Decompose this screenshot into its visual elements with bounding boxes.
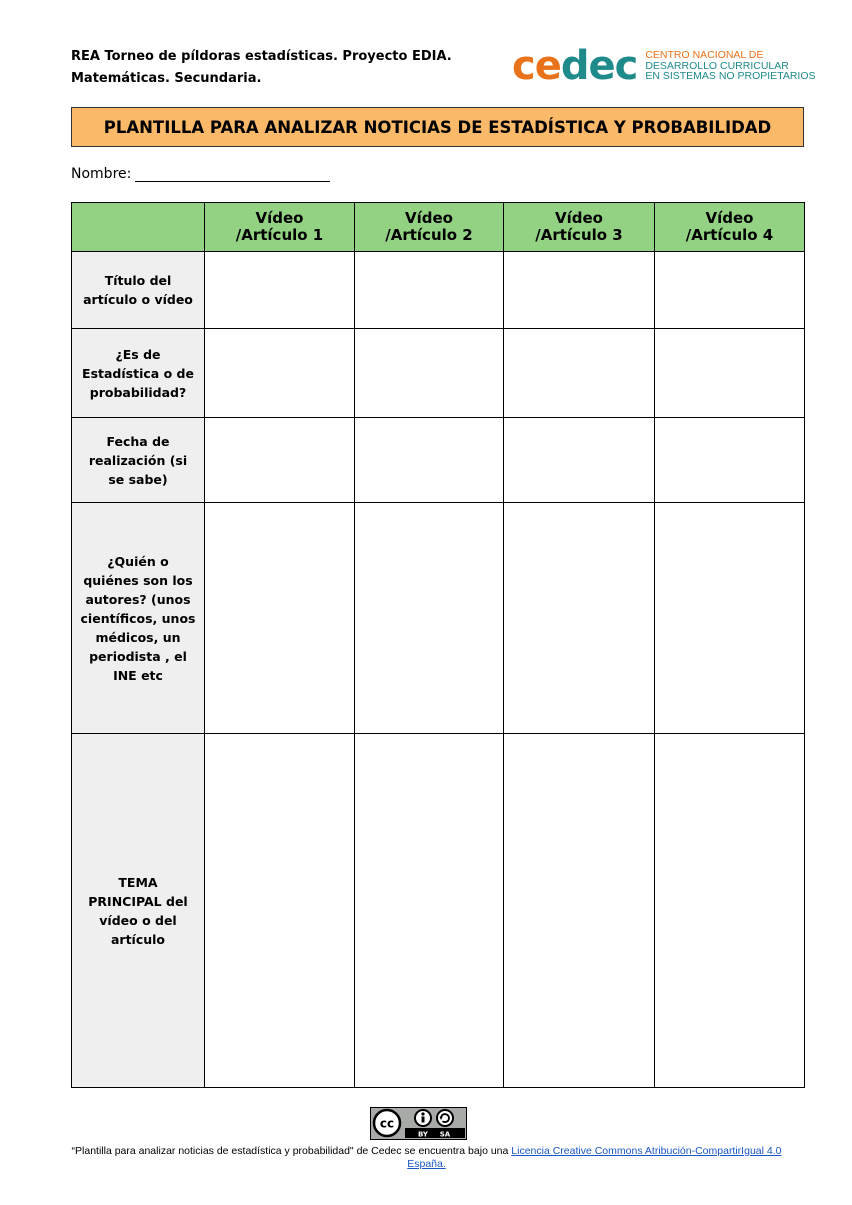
column-header-4: [655, 203, 805, 252]
table-row-tema: [72, 734, 805, 1088]
row-label-titulo: Título del artículo o vídeo: [72, 252, 205, 329]
table-row-tipo: [72, 329, 805, 418]
badge-sa-label: SA: [439, 1130, 451, 1138]
row-label-fecha: Fecha de realización (si se sabe): [72, 418, 205, 503]
table-cell[interactable]: [504, 503, 655, 734]
cc-badge-icon: [371, 1108, 465, 1138]
row-label-autores: ¿Quién o quiénes son los autores? (unos científicos, unos médicos, un periodista , el INE etc: [72, 503, 205, 734]
column-header-1-line-2: /Artículo 1: [235, 226, 324, 244]
column-header-3-line-1: Vídeo: [555, 209, 603, 227]
table-cell[interactable]: [655, 503, 805, 734]
table-cell[interactable]: [504, 418, 655, 503]
table-cell[interactable]: [355, 503, 504, 734]
column-header-3: [504, 203, 655, 252]
header-line-2: Matemáticas. Secundaria.: [71, 71, 262, 86]
table-cell[interactable]: [655, 418, 805, 503]
column-header-2-line-1: Vídeo: [405, 209, 453, 227]
table-cell[interactable]: [655, 734, 805, 1088]
table-row-titulo: [72, 252, 805, 329]
table-cell[interactable]: [355, 418, 504, 503]
column-header-2: [355, 203, 504, 252]
column-header-1-line-1: Vídeo: [255, 209, 304, 227]
table-cell[interactable]: [355, 252, 504, 329]
svg-text:cc: cc: [379, 1116, 395, 1131]
table-cell[interactable]: [355, 734, 504, 1088]
table-cell[interactable]: [205, 418, 355, 503]
nombre-field[interactable]: [71, 166, 330, 182]
column-header-3-line-2: /Artículo 3: [535, 226, 623, 244]
logo-word-part-1: ce: [512, 43, 561, 89]
column-header-4-line-2: /Artículo 4: [685, 226, 774, 244]
table-cell[interactable]: [655, 329, 805, 418]
cedec-logo-subtitle: [645, 50, 815, 82]
table-cell[interactable]: [355, 329, 504, 418]
table-cell[interactable]: [655, 252, 805, 329]
row-label-tema: TEMA PRINCIPAL del vídeo o del artículo: [72, 734, 205, 1088]
table-row-fecha: [72, 418, 805, 503]
cedec-logo: [512, 43, 816, 89]
header-line-1: REA Torneo de píldoras estadísticas. Proyecto EDIA.: [71, 49, 452, 64]
logo-subtitle-line-2: DESARROLLO CURRICULAR: [645, 59, 789, 72]
license-link[interactable]: Licencia Creative Commons Atribución-CompartirIgual 4.0 España.: [407, 1145, 782, 1170]
license-text: “Plantilla para analizar noticias de estadística y probabilidad" de Cedec se encuentra bajo una: [71, 1145, 512, 1157]
column-header-4-line-1: Vídeo: [705, 209, 754, 227]
analysis-table: [71, 202, 805, 1088]
logo-subtitle-line-3: EN SISTEMAS NO PROPIETARIOS: [645, 70, 816, 83]
table-cell[interactable]: [504, 252, 655, 329]
cc-by-sa-badge[interactable]: [370, 1107, 467, 1140]
table-cell[interactable]: [504, 329, 655, 418]
document-header: [71, 46, 452, 90]
table-cell[interactable]: [504, 734, 655, 1088]
table-cell[interactable]: [205, 503, 355, 734]
row-label-tipo: ¿Es de Estadística o de probabilidad?: [72, 329, 205, 418]
template-title: PLANTILLA PARA ANALIZAR NOTICIAS DE ESTADÍSTICA Y PROBABILIDAD: [71, 107, 804, 147]
column-header-1: [205, 203, 355, 252]
header-corner-cell: [72, 203, 205, 252]
table-cell[interactable]: [205, 252, 355, 329]
table-cell[interactable]: [205, 734, 355, 1088]
logo-subtitle-line-1: CENTRO NACIONAL DE: [645, 49, 764, 62]
table-row-autores: [72, 503, 805, 734]
logo-word-part-2: dec: [560, 43, 638, 89]
table-cell[interactable]: [205, 329, 355, 418]
badge-by-label: BY: [417, 1130, 429, 1138]
cedec-logo-word: [512, 43, 638, 89]
nombre-blank-line[interactable]: [135, 167, 330, 182]
license-footer: [71, 1145, 782, 1171]
nombre-label: Nombre:: [71, 166, 132, 182]
column-header-2-line-2: /Artículo 2: [385, 226, 473, 244]
